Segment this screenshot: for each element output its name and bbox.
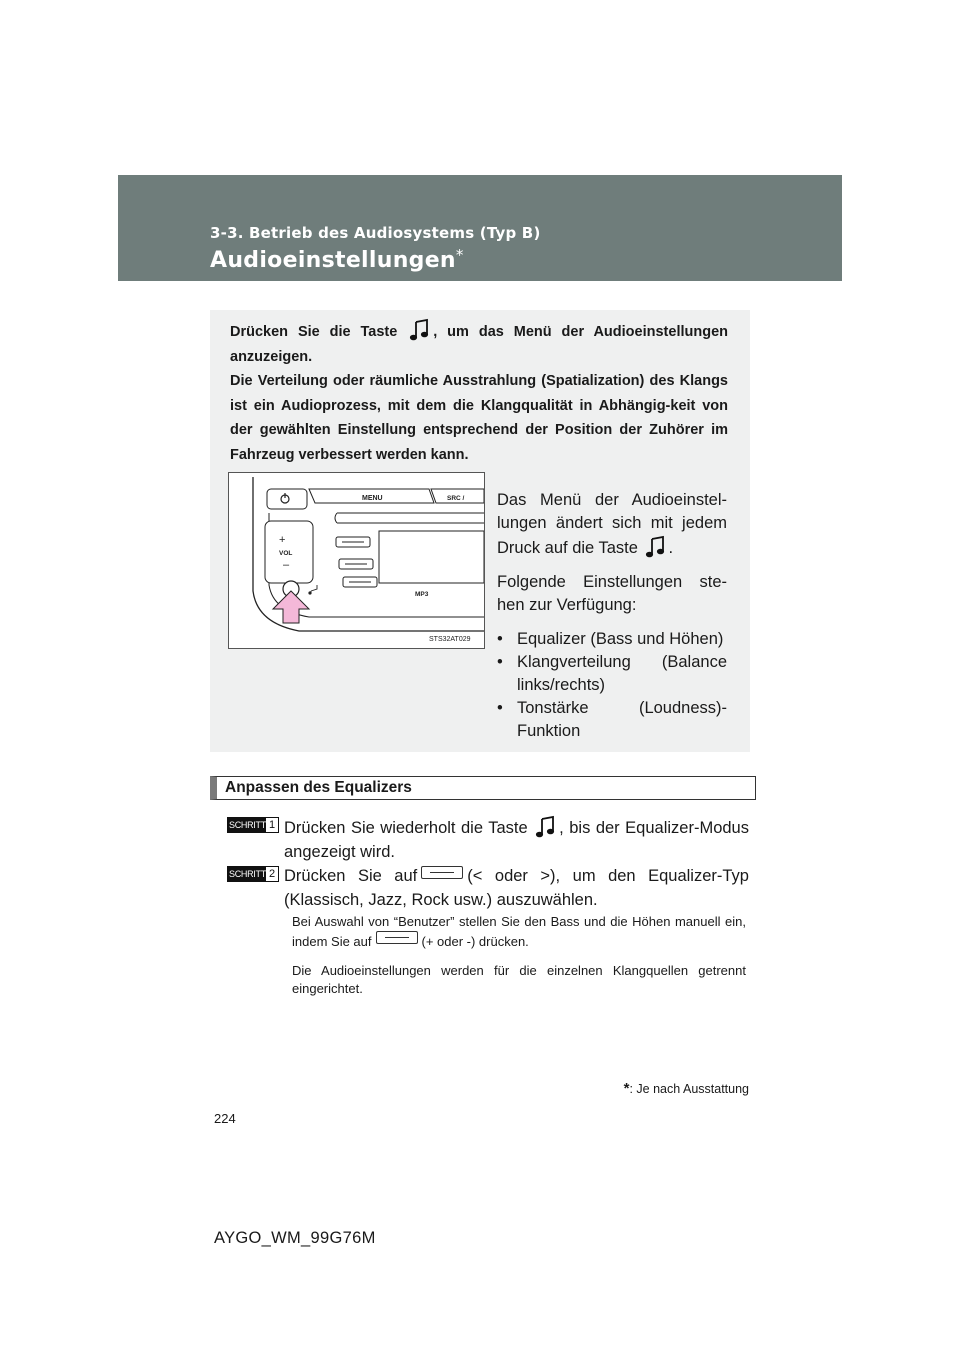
music-note-icon: [535, 815, 557, 839]
page-number: 224: [214, 1111, 236, 1126]
side-text: [497, 489, 727, 743]
radio-panel-drawing: [229, 473, 484, 648]
list-item: • Klangverteilung (Balance links/rechts): [497, 653, 727, 694]
step-badge: SCHRITT 1: [227, 817, 279, 833]
note-1: Bei Auswahl von “Benutzer” stellen Sie den Bass und die Höhen manuell ein, indem Sie auf (+ oder -) drücken.: [292, 914, 746, 949]
document-code: AYGO_WM_99G76M: [214, 1229, 376, 1247]
step-text: Drücken Sie auf (< oder >), um den Equalizer-Typ (Klassisch, Jazz, Rock usw.) auszuwählen.: [284, 867, 749, 909]
subheading: Anpassen des Equalizers: [210, 776, 756, 800]
minus-label: –: [283, 559, 290, 571]
button-icon: [421, 866, 463, 879]
section-label: 3-3. Betrieb des Audiosystems (Typ B): [210, 224, 541, 242]
music-note-icon: [409, 318, 431, 342]
step-text: Drücken Sie wiederholt die Taste , bis der Equalizer-Modus angezeigt wird.: [284, 815, 749, 864]
music-note-icon: [645, 535, 667, 559]
radio-illustration: [228, 472, 485, 649]
button-icon: [376, 931, 418, 944]
figure-code: STS32AT029: [429, 636, 471, 643]
menu-label: MENU: [362, 495, 383, 502]
page-title: Audioeinstellungen*: [210, 246, 464, 273]
vol-label: VOL: [279, 550, 293, 557]
asterisk-mark: *: [455, 246, 464, 264]
side-paragraph-1: Das Menü der Audioeinstel-lungen ändert sich mit jedem Druck auf die Taste .: [497, 491, 727, 557]
asterisk-mark: *: [623, 1080, 630, 1097]
side-paragraph-2: Folgende Einstellungen ste-hen zur Verfügung:: [497, 573, 727, 614]
footnote: *: Je nach Ausstattung: [623, 1080, 749, 1097]
src-label: SRC /: [447, 495, 465, 502]
intro-text: Drücken Sie die Taste , um das Menü der Audioeinstellungen anzuzeigen. Die Verteilung oder räumliche Ausstrahlung (Spatialization) des Klangs ist ein Audioprozess, mit dem die Klangqualität in Abhängig-keit von der gewählten Einstellung entsprechend der Position der Zuhörer im Fahrzeug verbessert werden kann.: [230, 318, 728, 467]
list-item: • Equalizer (Bass und Höhen): [497, 630, 724, 648]
list-item: • Tonstärke (Loudness)-Funktion: [497, 699, 727, 740]
note-2: Die Audioeinstellungen werden für die einzelnen Klangquellen getrennt eingerichtet.: [292, 963, 746, 996]
plus-label: +: [279, 534, 286, 546]
pointer-arrow: [273, 591, 309, 623]
mp3-label: MP3: [415, 591, 429, 598]
settings-list: [497, 628, 727, 743]
step-badge: SCHRITT 2: [227, 866, 279, 882]
